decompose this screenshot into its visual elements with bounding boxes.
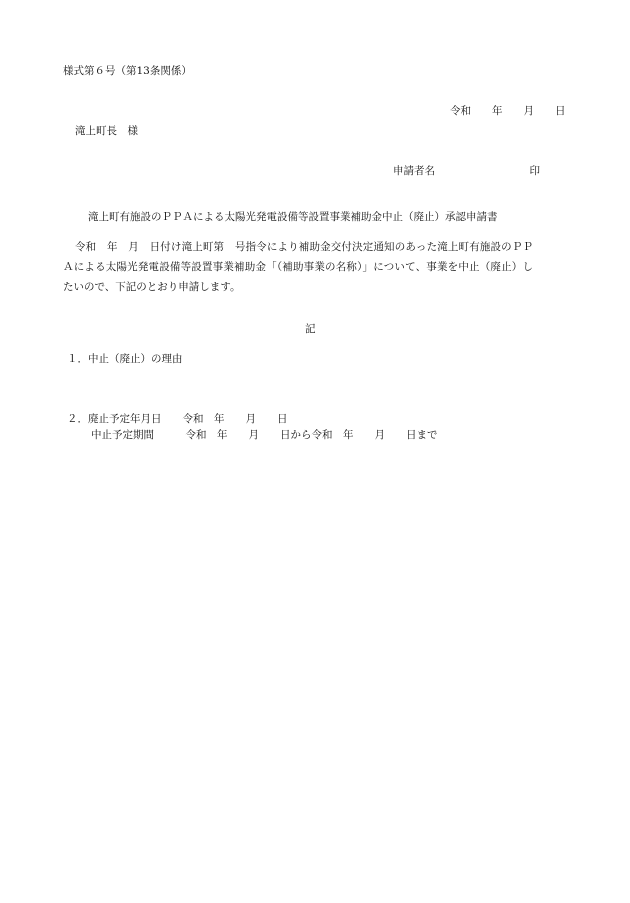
item-reason: １．中止（廃止）の理由: [67, 353, 183, 365]
date-line: 令和 年 月 日: [450, 105, 566, 117]
applicant-line: 申請者名 印: [393, 165, 540, 177]
addressee: 滝上町長 様: [75, 125, 138, 137]
ki-heading: 記: [305, 323, 316, 335]
item-suspension-period: 中止予定期間 令和 年 月 日から令和 年 月 日まで: [91, 429, 438, 441]
document-title: 滝上町有施設のＰＰＡによる太陽光発電設備等設置事業補助金中止（廃止）承認申請書: [88, 211, 498, 223]
item-planned-date: ２．廃止予定年月日 令和 年 月 日: [67, 413, 288, 425]
body-paragraph: 令和 年 月 日付け滝上町第 号指令により補助金交付決定通知のあった滝上町有施設のＰＰＡによる太陽光発電設備等設置事業補助金「（補助事業の名称）」について、事業を中止（廃止）したいので、下記のとおり申請します。: [63, 241, 533, 293]
form-number: 様式第６号（第13条関係）: [63, 65, 192, 77]
